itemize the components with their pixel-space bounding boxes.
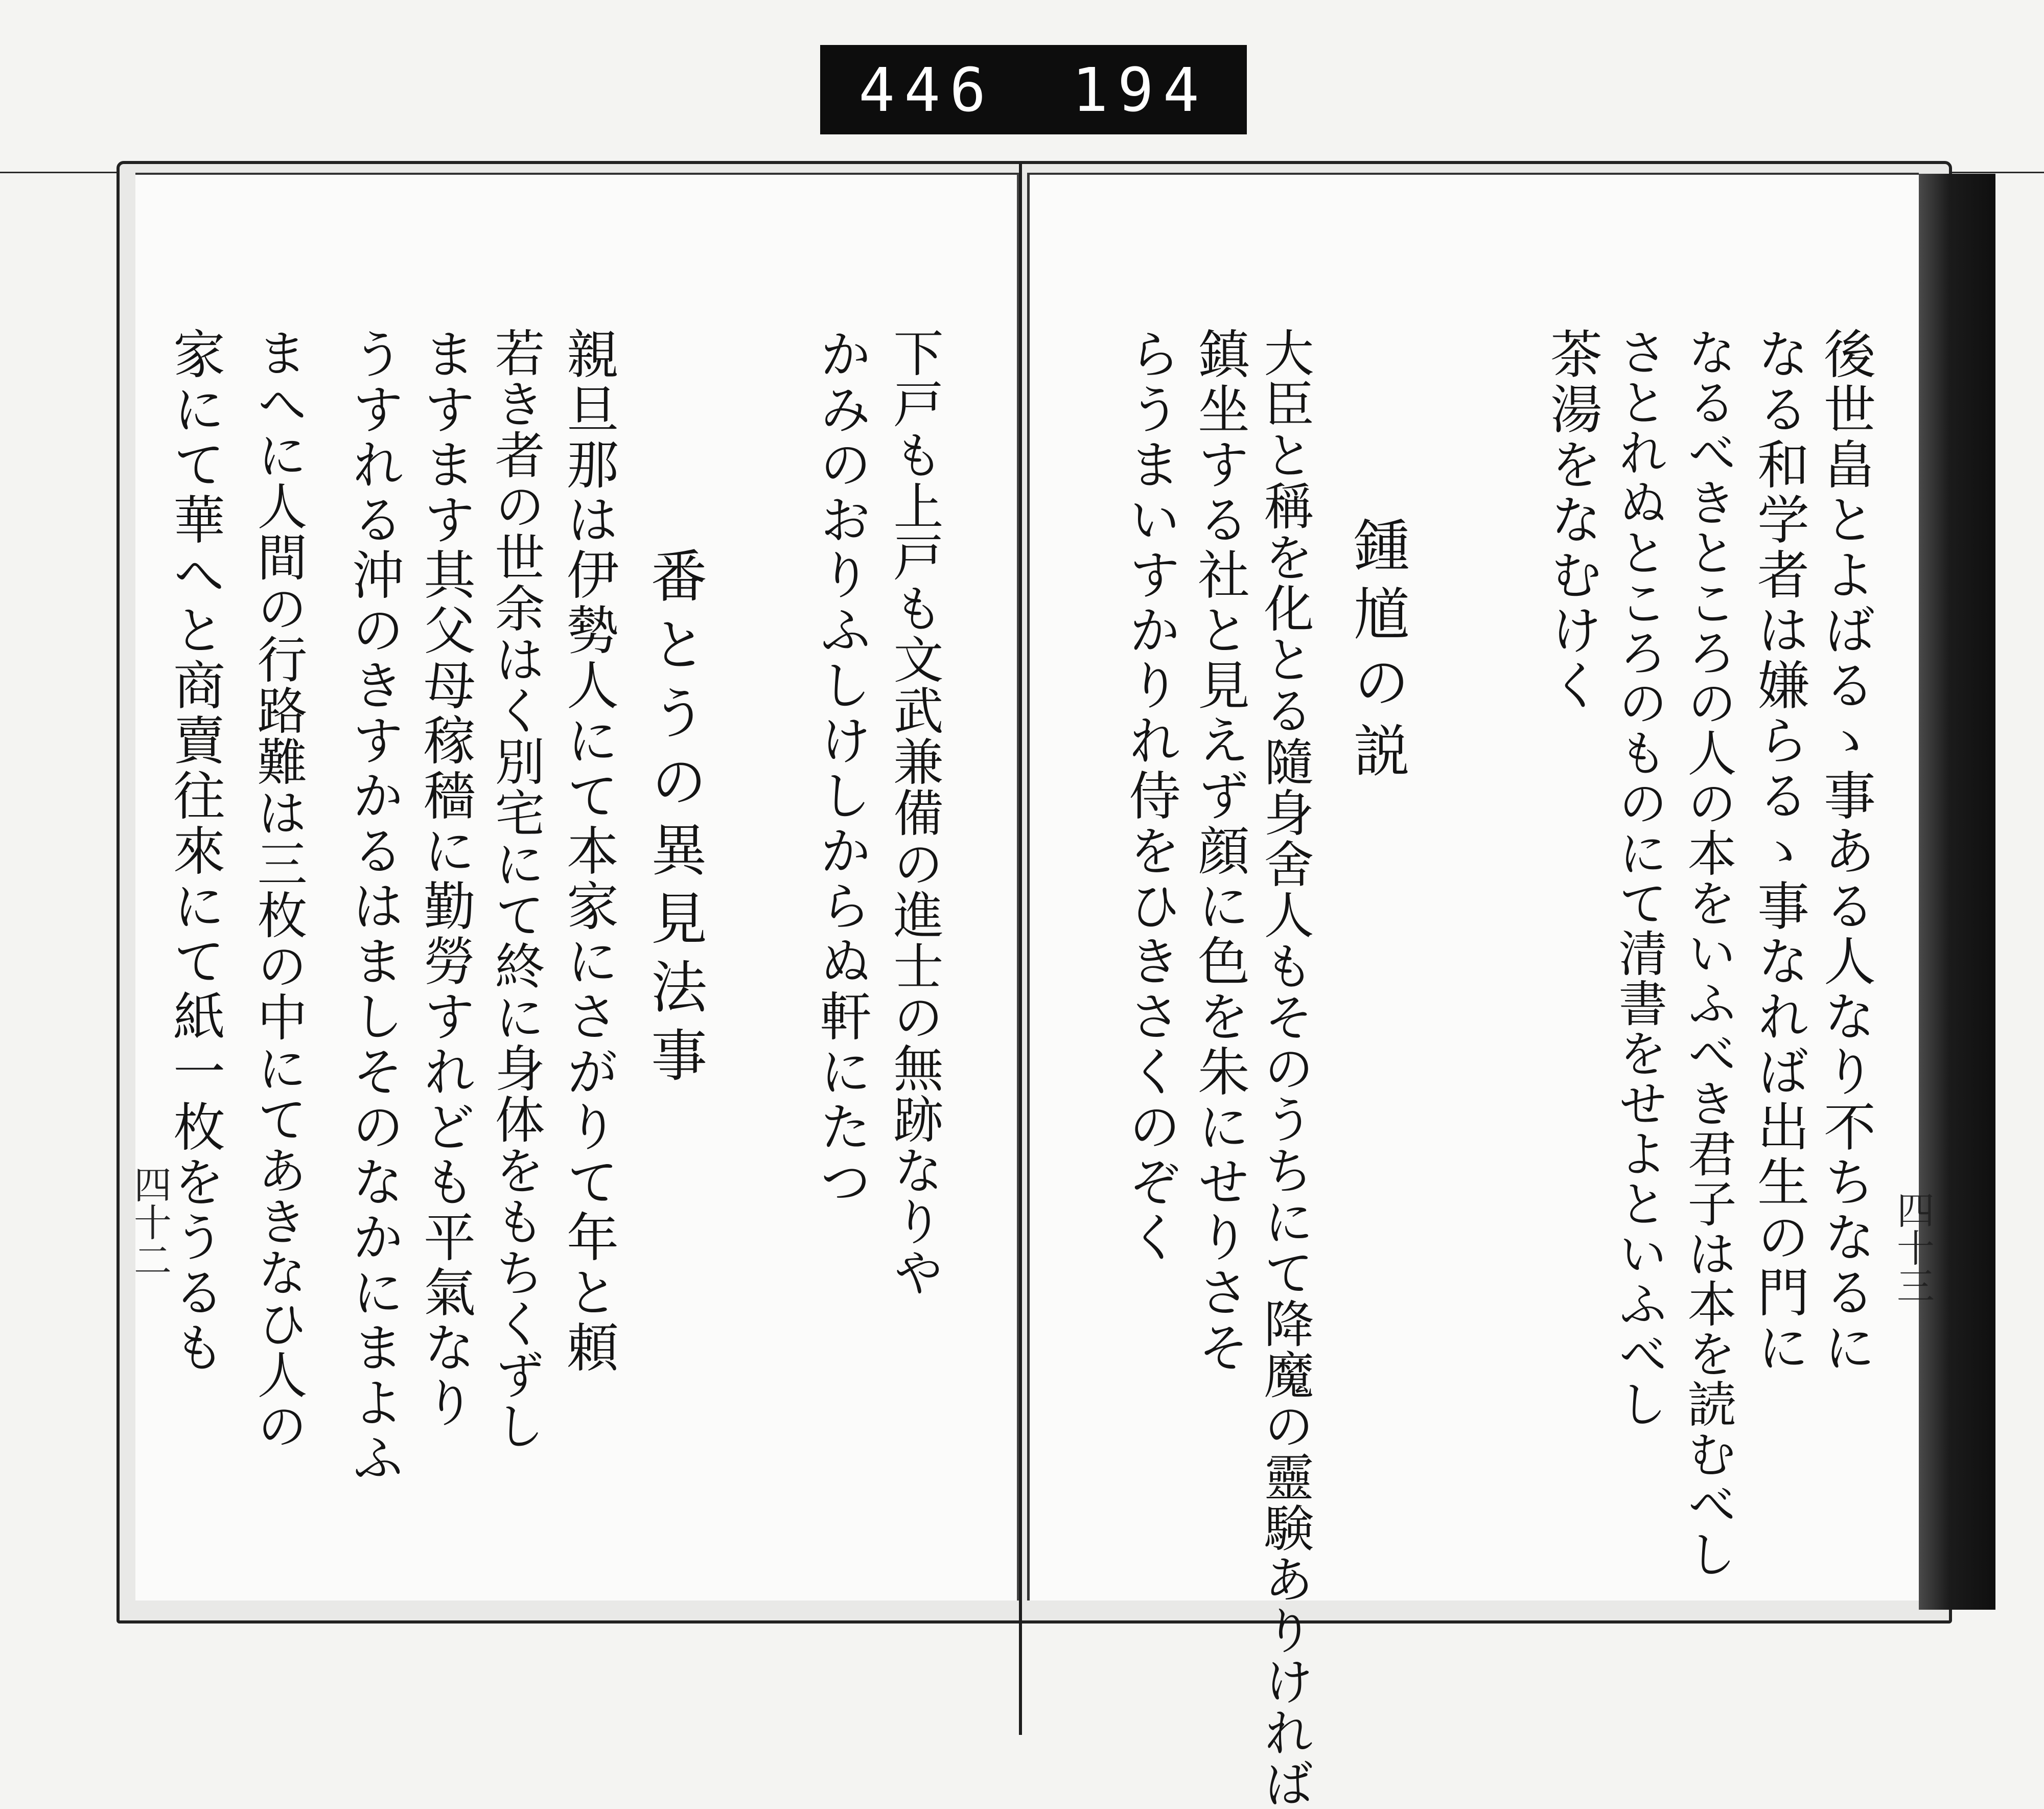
left-section-heading: 番とうの異見法事 [642, 547, 707, 1095]
right-column-1: 後世畠とよばるゝ事ある人なり不ちなるに [1815, 327, 1876, 1376]
left-column-4: 若き者の世余はく別宅にて終に身体をもちくずし [486, 327, 545, 1451]
book-fore-edge [1919, 174, 1995, 1610]
right-column-5: 茶湯をなむけく [1542, 327, 1602, 713]
right-column-8: らうまいすかりれ侍をひきさくのぞく [1120, 327, 1181, 1265]
left-column-8: 家にて華へと商賣往來にて紙一枚をうるも [165, 327, 225, 1376]
left-column-2: かみのおりふしけしからぬ軒にたつ [811, 327, 872, 1210]
left-column-7: まへに人間の行路難は三枚の中にてあきなひ人の [249, 327, 307, 1451]
left-column-5: ますます其父母稼穡に勤勞すれども平氣なり [415, 327, 476, 1431]
right-column-4: さとれぬところのものにて清書をせよといふべし [1611, 327, 1668, 1429]
right-column-3: なるべきところの人の本をいふべき君子は本を読むべし [1680, 327, 1737, 1579]
right-section-heading: 鍾馗の説 [1344, 516, 1410, 790]
archive-number-left: 446 [858, 54, 995, 125]
right-column-7: 鎮坐する社と見えず顔に色を朱にせりさそ [1189, 327, 1250, 1376]
right-folio: 四十三 [1891, 1191, 1935, 1304]
left-column-3: 親旦那は伊勢人にて本家にさがりて年と頼 [558, 327, 619, 1376]
left-column-1: 下戸も上戸も文武兼備の進士の無跡なりや [885, 327, 943, 1298]
right-column-2: なる和学者は嫌らるゝ事なれば出生の門に [1749, 327, 1809, 1376]
book-gutter [1019, 164, 1022, 1735]
left-folio: 四十二 [128, 1165, 172, 1279]
archive-number-label [820, 45, 1247, 134]
right-column-6: 大臣と稱を化とる隨身舍人もそのうちにて降魔の靈験ありければ [1256, 327, 1314, 1809]
left-column-6: うすれる沖のきすかるはましそのなかにまよふ [343, 327, 404, 1486]
archive-number-right: 194 [1072, 54, 1209, 125]
